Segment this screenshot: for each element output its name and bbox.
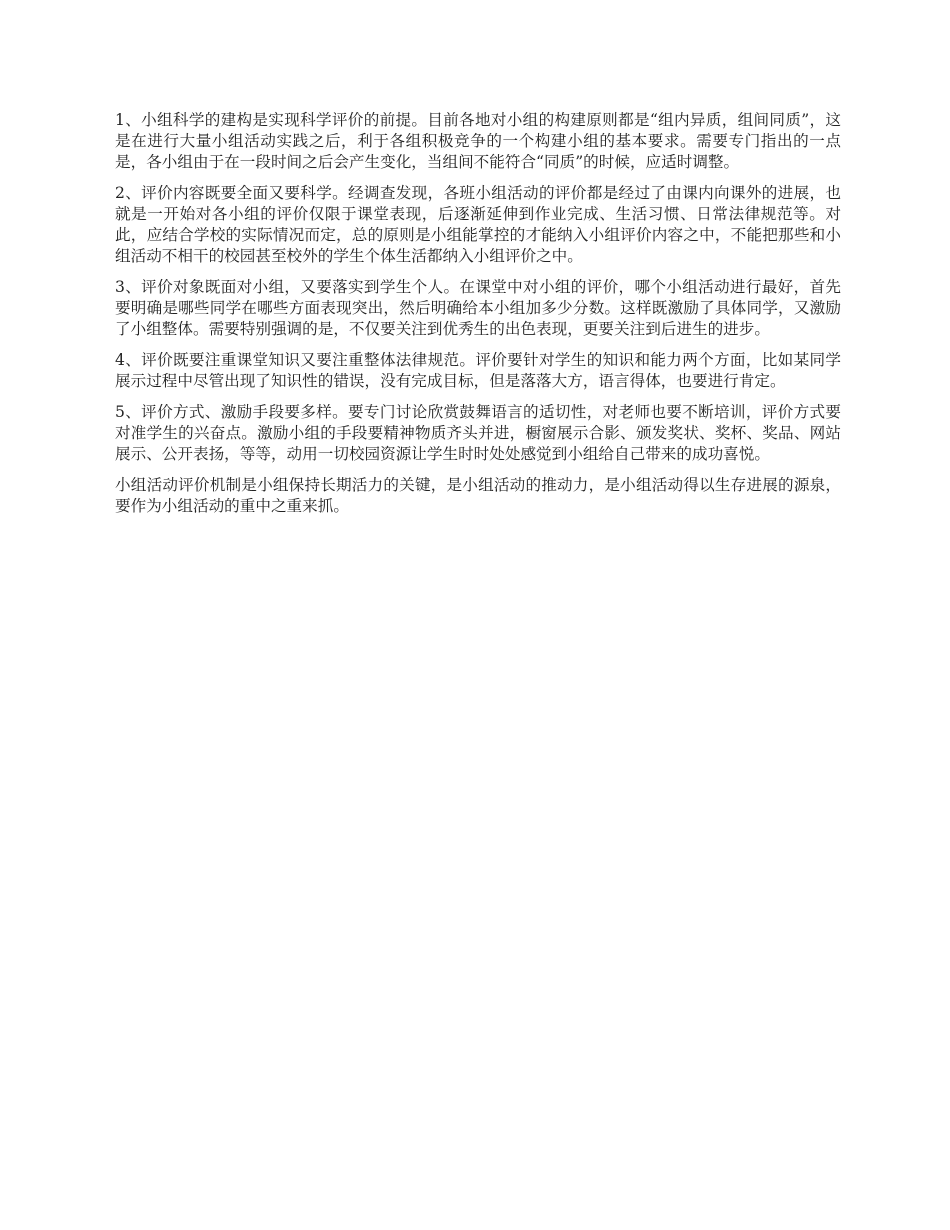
paragraph-conclusion: 小组活动评价机制是小组保持长期活力的关键，是小组活动的推动力，是小组活动得以生存进展的源泉，要作为小组活动的重中之重来抓。 bbox=[115, 476, 841, 515]
paragraph-3: 3、评价对象既面对小组，又要落实到学生个人。在课堂中对小组的评价，哪个小组活动进行最好，首先要明确是哪些同学在哪些方面表现突出，然后明确给本小组加多少分数。这样既激励了具体同学，又激励了小组整体。需要特别强调的是，不仅要关注到优秀生的出色表现，更要关注到后进生的进步。 bbox=[115, 278, 841, 338]
paragraph-1: 1、小组科学的建构是实现科学评价的前提。目前各地对小组的构建原则都是“组内异质，组间同质”，这是在进行大量小组活动实践之后，利于各组积极竞争的一个构建小组的基本要求。需要专门指出的一点是，各小组由于在一段时间之后会产生变化，当组间不能符合“同质”的时候，应适时调整。 bbox=[115, 111, 841, 171]
paragraph-5: 5、评价方式、激励手段要多样。要专门讨论欣赏鼓舞语言的适切性，对老师也要不断培训，评价方式要对准学生的兴奋点。激励小组的手段要精神物质齐头并进，橱窗展示合影、颁发奖状、奖杯、奖品、网站展示、公开表扬，等等，动用一切校园资源让学生时时处处感觉到小组给自己带来的成功喜悦。 bbox=[115, 403, 841, 463]
paragraph-2: 2、评价内容既要全面又要科学。经调查发现，各班小组活动的评价都是经过了由课内向课外的进展，也就是一开始对各小组的评价仅限于课堂表现，后逐渐延伸到作业完成、生活习惯、日常法律规范等。对此，应结合学校的实际情况而定，总的原则是小组能掌控的才能纳入小组评价内容之中，不能把那些和小组活动不相干的校园甚至校外的学生个体生活都纳入小组评价之中。 bbox=[115, 184, 841, 265]
paragraph-4: 4、评价既要注重课堂知识又要注重整体法律规范。评价要针对学生的知识和能力两个方面，比如某同学展示过程中尽管出现了知识性的错误，没有完成目标，但是落落大方，语言得体，也要进行肯定。 bbox=[115, 351, 841, 390]
document-body bbox=[115, 110, 841, 527]
